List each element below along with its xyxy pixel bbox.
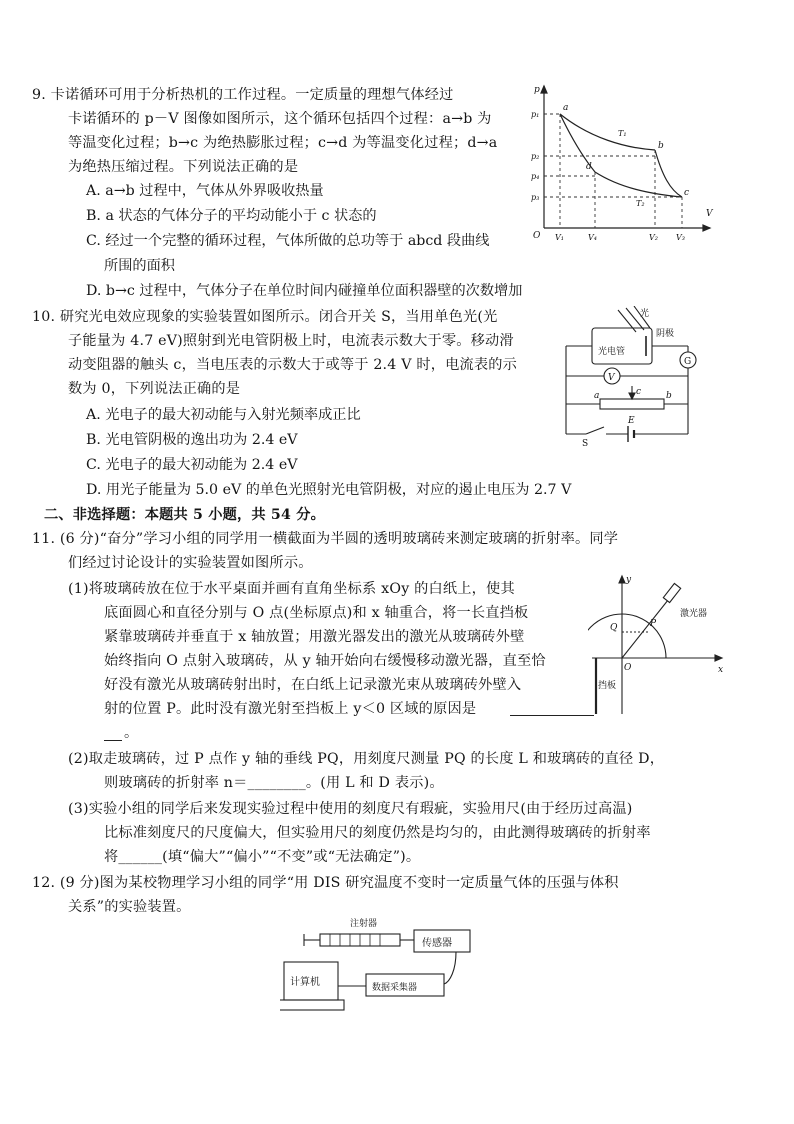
v1-label: V₁ xyxy=(555,233,564,240)
q11-part2-line-2: 则玻璃砖的折射率 n＝________。(用 L 和 D 表示)。 xyxy=(104,775,444,791)
q9-option-b: B. a 状态的气体分子的平均动能小于 c 状态的 xyxy=(86,208,377,224)
computer-base xyxy=(280,1000,344,1010)
point-b-label: b xyxy=(658,141,664,151)
q9-line-3: 等温变化过程；b→c 为绝热膨胀过程；c→d 为等温变化过程；d→a xyxy=(68,135,498,151)
q11-part3-line-1: (3)实验小组的同学后来发现实验过程中使用的刻度尺有瑕疵，实验用尺(由于经历过高温) xyxy=(68,801,633,817)
origin-label: O xyxy=(533,231,541,240)
slider-c-label: c xyxy=(636,387,642,397)
q10-line-1: 10. 研究光电效应现象的实验装置如图所示。闭合开关 S，当用单色光(光 xyxy=(32,309,498,325)
origin-o-label: O xyxy=(624,663,632,673)
point-q-label: Q xyxy=(610,623,618,633)
q11-part1-line-4: 始终指向 O 点射入玻璃砖，从 y 轴开始向右缓慢移动激光器，直至恰 xyxy=(104,653,546,669)
t1-label: T₁ xyxy=(618,129,627,138)
q10-option-b: B. 光电管阴极的逸出功为 2.4 eV xyxy=(86,432,298,448)
q9-option-c: C. 经过一个完整的循环过程，气体所做的总功等于 abcd 段曲线 xyxy=(86,233,490,249)
section-2-heading: 二、非选择题：本题共 5 小题，共 54 分。 xyxy=(44,507,325,523)
point-p-label: P xyxy=(650,619,657,629)
q9-line-1: 9. 卡诺循环可用于分析热机的工作过程。一定质量的理想气体经过 xyxy=(32,87,454,103)
p-axis-label: p xyxy=(534,85,540,95)
phototube xyxy=(592,328,652,364)
p2-label: p₂ xyxy=(531,152,540,161)
pv-graph xyxy=(530,80,720,240)
q9-option-c-cont: 所围的面积 xyxy=(104,258,175,274)
v3-label: V₃ xyxy=(676,233,685,240)
voltmeter-label: V xyxy=(608,373,615,383)
point-c-label: c xyxy=(684,188,690,198)
battery-e-label: E xyxy=(628,416,635,426)
adiabat-bc-curve xyxy=(655,150,682,197)
p3-label: p₃ xyxy=(531,193,540,202)
x-axis-label: x xyxy=(718,665,724,675)
galvanometer-label: G xyxy=(684,357,692,367)
v4-label: V₄ xyxy=(588,233,597,240)
q12-line-1: 12. (9 分)图为某校物理学习小组的同学“用 DIS 研究温度不变时一定质量气体的压强与体积 xyxy=(32,875,619,891)
q12-line-2: 关系”的实验装置。 xyxy=(68,899,191,915)
switch-s xyxy=(586,427,604,434)
q11-line-1: 11. (6 分)“奋分”学习小组的同学用一横截面为半圆的透明玻璃砖来测定玻璃的折射率。同学 xyxy=(32,531,619,547)
q11-part3-line-3: 将______(填“偏大”“偏小”“不变”或“无法确定”)。 xyxy=(104,849,421,865)
q11-part2-line-1: (2)取走玻璃砖，过 P 点作 y 轴的垂线 PQ，用刻度尺测量 PQ 的长度 L 和玻璃砖的直径 D， xyxy=(68,751,665,767)
q11-part1-blank-cont[interactable] xyxy=(104,740,122,741)
board-label: 挡板 xyxy=(598,681,617,691)
y-axis-label: y xyxy=(626,575,632,585)
q9-line-4: 为绝热压缩过程。下列说法正确的是 xyxy=(68,159,299,175)
dis-apparatus-figure xyxy=(280,912,520,1022)
p4-label: p₄ xyxy=(531,172,540,181)
q10-option-c: C. 光电子的最大初动能为 2.4 eV xyxy=(86,457,298,473)
q10-line-3: 动变阻器的触头 c，当电压表的示数大于或等于 2.4 V 时，电流表的示 xyxy=(68,357,518,373)
q9-option-a: A. a→b 过程中，气体从外界吸收热量 xyxy=(86,183,324,199)
point-a-label: a xyxy=(563,103,569,113)
q10-line-2: 子能量为 4.7 eV)照射到光电管阴极上时，电流表示数大于零。移动滑 xyxy=(68,333,514,349)
photoelectric-circuit xyxy=(560,306,710,446)
q11-part1-blank[interactable] xyxy=(510,715,594,716)
p1-label: p₁ xyxy=(531,110,540,119)
isotherm-t1-curve xyxy=(560,114,655,150)
light-label: 光 xyxy=(640,309,650,319)
t2-label: T₂ xyxy=(636,199,645,208)
q11-part1-line-1: (1)将玻璃砖放在位于水平桌面并画有直角坐标系 xOy 的白纸上，使其 xyxy=(68,581,515,597)
tube-label: 光电管 xyxy=(598,347,626,357)
q10-option-d: D. 用光子能量为 5.0 eV 的单色光照射光电管阴极，对应的遏止电压为 2.7 V xyxy=(86,482,572,498)
q9-option-d: D. b→c 过程中，气体分子在单位时间内碰撞单位面积器壁的次数增加 xyxy=(86,283,523,299)
glass-brick-figure xyxy=(588,572,728,722)
q11-line-2: 们经过讨论设计的实验装置如图所示。 xyxy=(68,555,313,571)
q9-line-2: 卡诺循环的 p－V 图像如图所示，这个循环包括四个过程：a→b 为 xyxy=(68,111,492,127)
collector-label: 数据采集器 xyxy=(372,983,418,993)
q11-part1-line-5: 好没有激光从玻璃砖射出时，在白纸上记录激光束从玻璃砖外壁入 xyxy=(104,677,522,693)
laser-label: 激光器 xyxy=(680,609,708,619)
q10-line-4: 数为 0，下列说法正确的是 xyxy=(68,381,241,397)
rheostat-b-label: b xyxy=(666,391,672,401)
v2-label: V₂ xyxy=(649,233,658,240)
q11-part1-end: 。 xyxy=(124,725,139,741)
q11-part1-line-2: 底面圆心和直径分别与 O 点(坐标原点)和 x 轴重合，将一长直挡板 xyxy=(104,605,529,621)
q11-part1-line-6: 射的位置 P。此时没有激光射至挡板上 y＜0 区域的原因是 xyxy=(104,701,477,717)
q10-option-a: A. 光电子的最大初动能与入射光频率成正比 xyxy=(86,407,361,423)
rheostat-a-label: a xyxy=(594,391,600,401)
v-axis-label: V xyxy=(706,209,713,219)
syringe-label: 注射器 xyxy=(350,919,378,929)
switch-s-label: S xyxy=(582,439,589,446)
rheostat xyxy=(600,399,664,409)
computer-label: 计算机 xyxy=(290,977,320,988)
point-d-label: d xyxy=(586,162,592,172)
sensor-label: 传感器 xyxy=(422,938,452,949)
cathode-label: 阴极 xyxy=(656,329,675,339)
q11-part1-line-3: 紧靠玻璃砖并垂直于 x 轴放置；用激光器发出的激光从玻璃砖外壁 xyxy=(104,629,525,645)
q11-part3-line-2: 比标准刻度尺的尺度偏大，但实验用尺的刻度仍然是均匀的，由此测得玻璃砖的折射率 xyxy=(104,825,651,841)
